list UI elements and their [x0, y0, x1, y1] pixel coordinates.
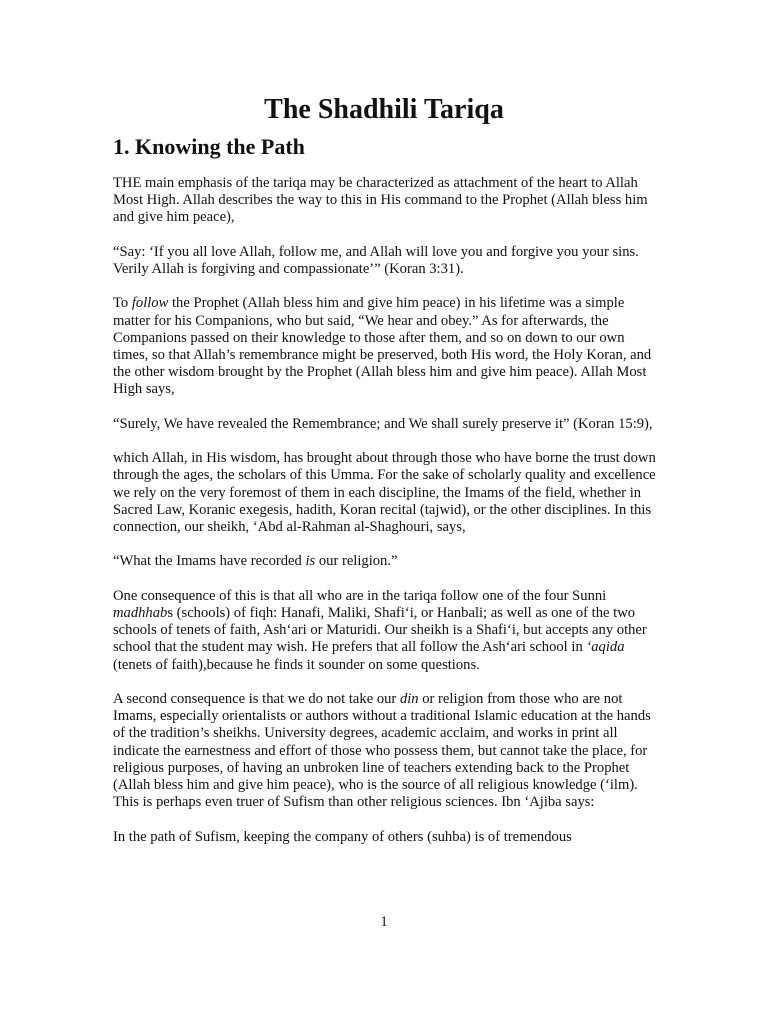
document-title: The Shadhili Tariqa [264, 94, 504, 125]
quote-paragraph: “Surely, We have revealed the Remembrance; and We shall surely preserve it” (Koran 15:9), [113, 415, 653, 432]
paragraph: which Allah, in His wisdom, has brought about through those who have borne the trust down through the ages, the scholars of this Umma. For the sake of scholarly quality and excellence we rely on the very foremost of them in each discipline, the Imams of the field, whether in Sacred Law, Koranic exegesis, hadith, Koran recital (tajwid), or the other disciplines. In this connection, our sheikh, ‘Abd al-Rahman al-Shaghouri, says, [113, 450, 656, 535]
text-run: or religion from those who are not Imams, especially orientalists or authors without a traditional Islamic education at the hands of the tradition’s sheikhs. University degrees, academic acclaim, and works in print all indicate the earnestness and effort of those who possess them, but cannot take the place, for religious purposes, of having an unbroken line of teachers extending back to the Prophet (Allah bless him and give him peace), who is the source of all religious knowledge (‘ilm). This is perhaps even truer of Sufism than other religious sciences. Ibn ‘Ajiba says: [113, 690, 651, 811]
text-run: One consequence of this is that all who are in the tariqa follow one of the four Sunni [113, 587, 607, 604]
emphasis-text: madhhab [113, 604, 168, 621]
page-number: 1 [380, 914, 388, 930]
quote-paragraph: “Say: ‘If you all love Allah, follow me, and Allah will love you and forgive you your sins. Verily Allah is forgiving and compassionate’” (Koran 3:31). [113, 243, 639, 277]
text-run: s (schools) of fiqh: Hanafi, Maliki, Shafi‘i, or Hanbali; as well as one of the two schools of tenets of faith, Ash‘ari or Maturidi. Our sheikh is a Shafi‘i, but accepts any other school that the student may wish. He prefers that all follow the Ash‘ari school in [113, 604, 647, 656]
text-run: A second consequence is that we do not take our [113, 690, 400, 707]
emphasis-text: follow [131, 295, 169, 312]
paragraph [113, 588, 661, 674]
text-run: (tenets of faith),because he finds it sounder on some questions. [113, 656, 480, 673]
text-run: the Prophet (Allah bless him and give him peace) in his lifetime was a simple matter for his Companions, who but said, “We hear and obey.” As for afterwards, the Companions passed on their knowledge to those after them, and so on down to our own times, so that Allah’s remembrance might be preserved, both His word, the Holy Koran, and the other wisdom brought by the Prophet (Allah bless him and give him peace). Allah Most High says, [113, 295, 652, 398]
section-heading: 1. Knowing the Path [113, 134, 305, 159]
paragraph: THE main emphasis of the tariqa may be characterized as attachment of the heart to Allah Most High. Allah describes the way to this in His command to the Prophet (Allah bless him and give him peace), [113, 175, 648, 226]
paragraph [113, 295, 661, 398]
text-run: To [113, 295, 132, 312]
document-body [113, 175, 661, 846]
emphasis-text: din [399, 690, 419, 707]
paragraph: In the path of Sufism, keeping the company of others (suhba) is of tremendous [113, 828, 572, 845]
text-run: our religion.” [315, 553, 398, 570]
quote-paragraph [113, 553, 661, 570]
paragraph [113, 691, 661, 811]
emphasis-text: ‘aqida [586, 639, 625, 656]
emphasis-text: is [305, 553, 316, 570]
text-run: “What the Imams have recorded [113, 553, 306, 570]
